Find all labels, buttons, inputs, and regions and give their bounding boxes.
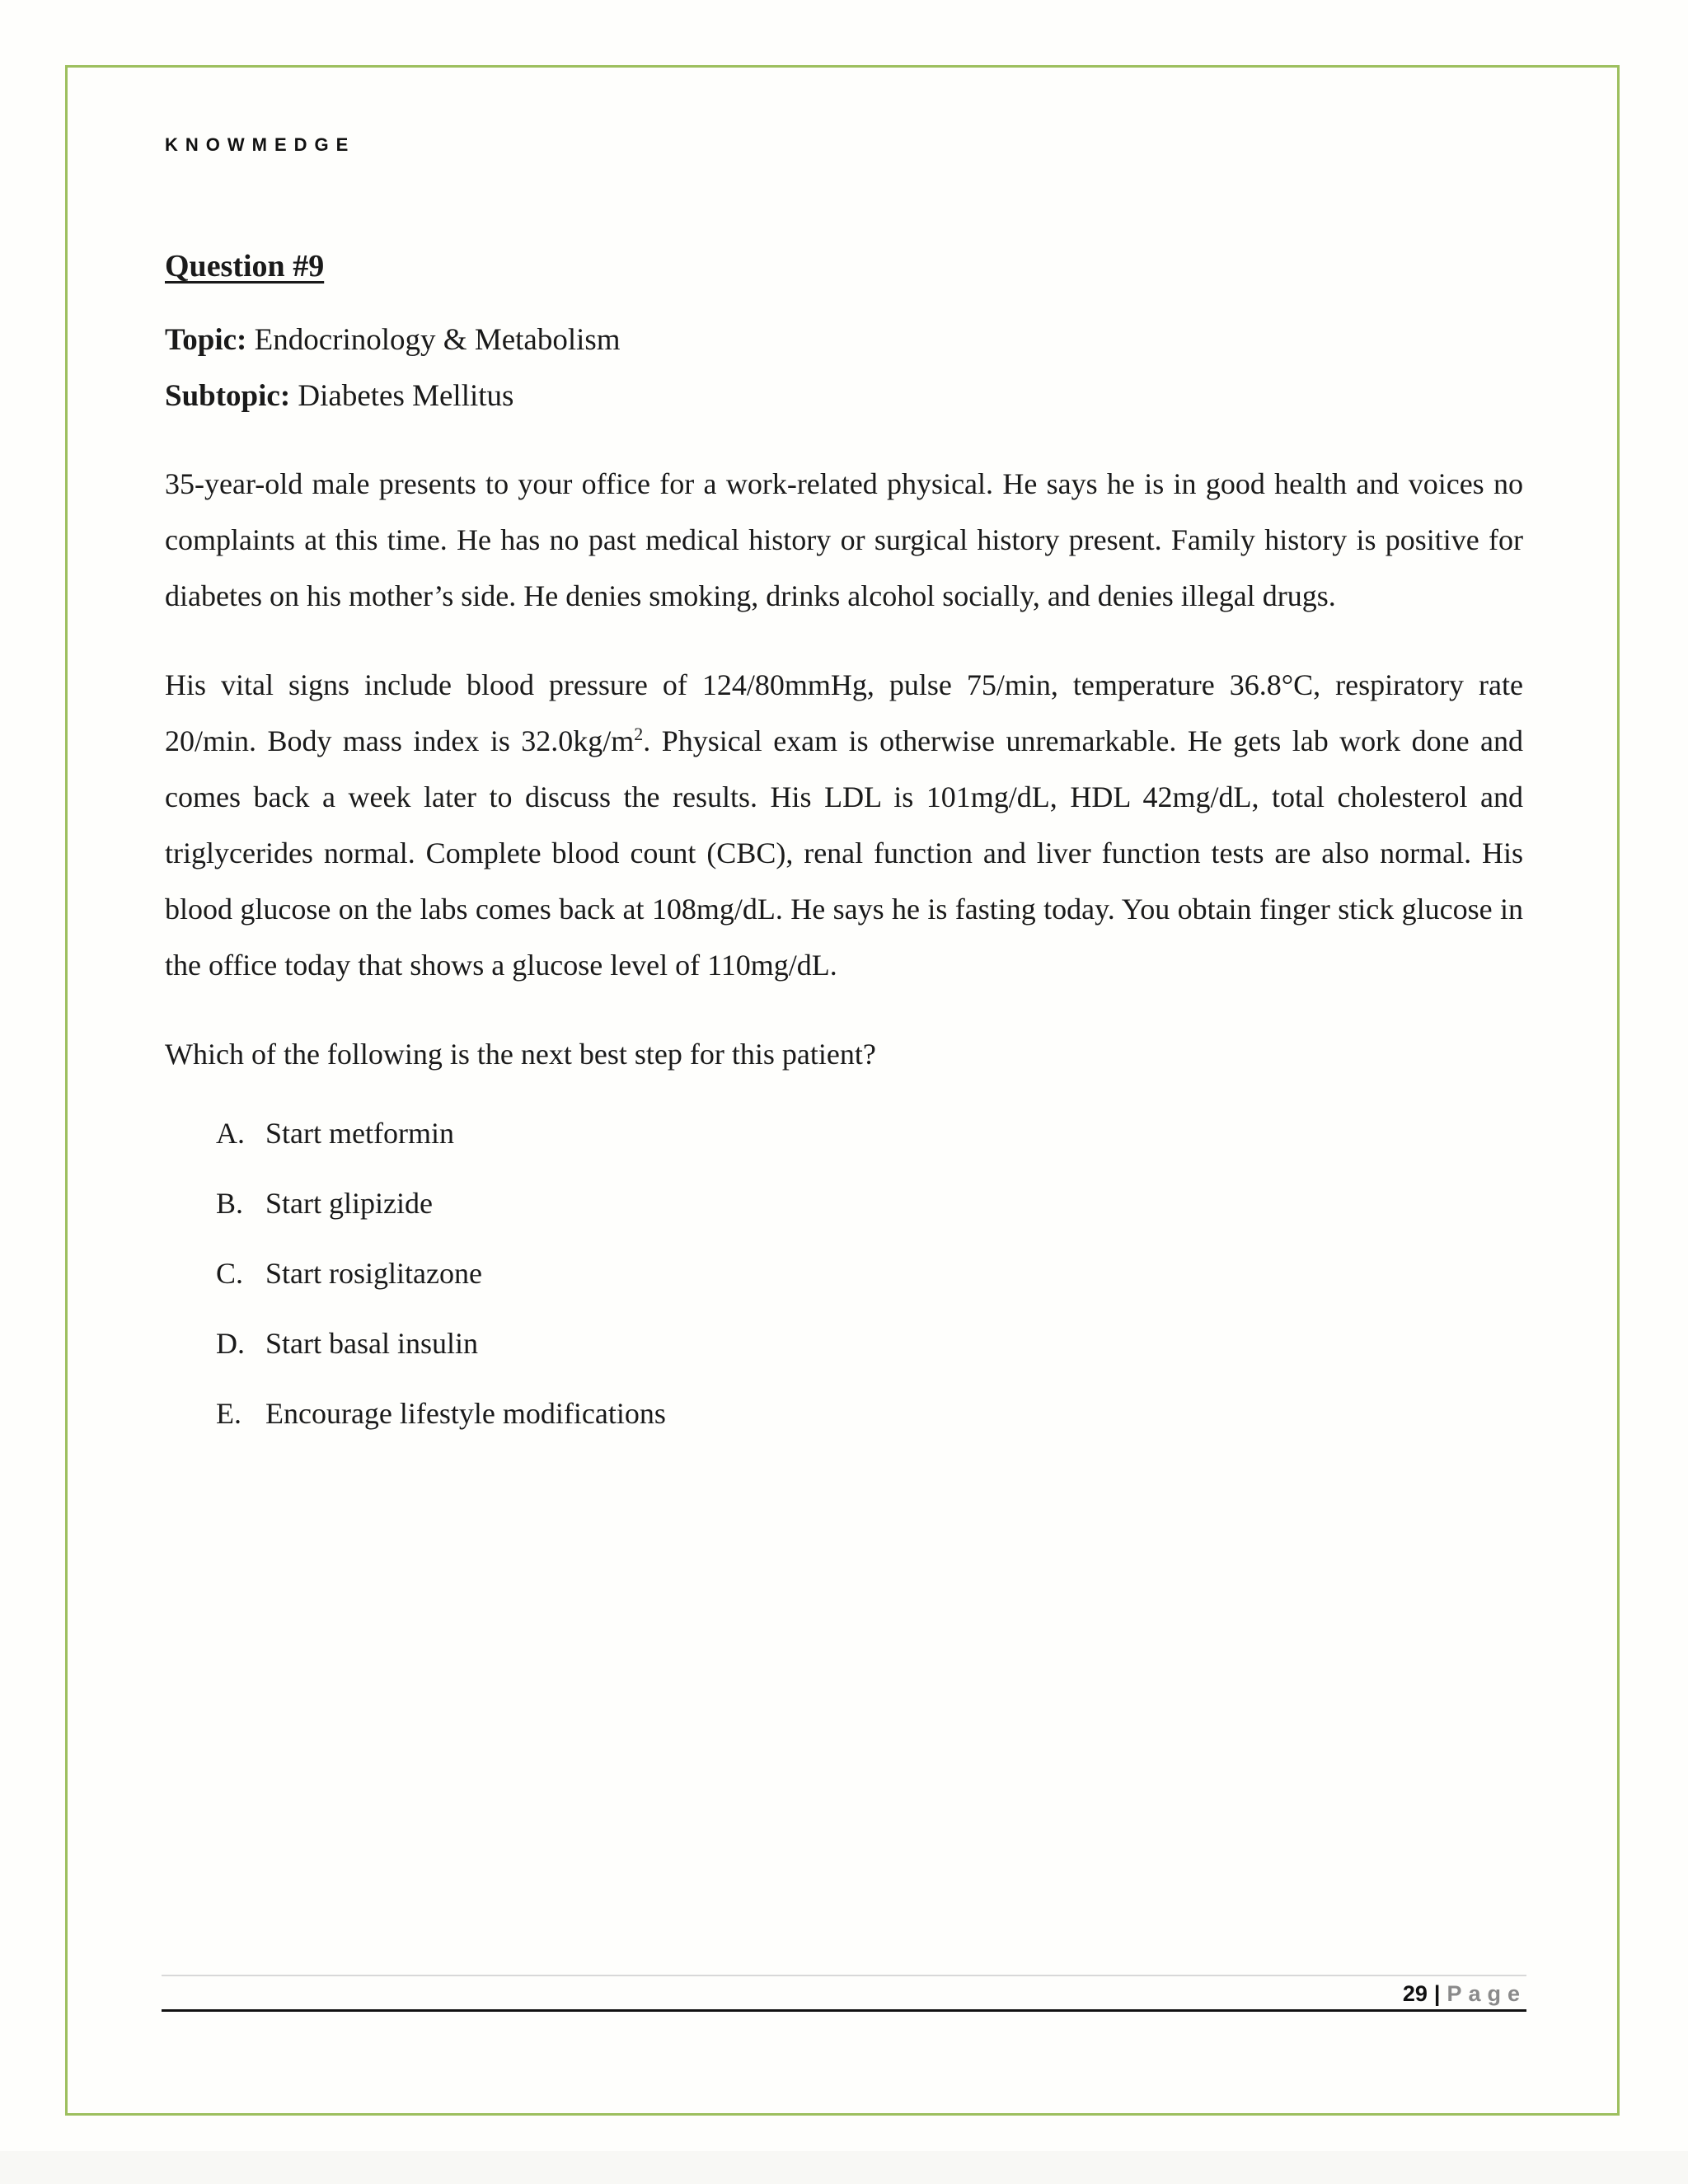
question-title: Question #9 <box>165 249 325 284</box>
option-text: Start rosiglitazone <box>265 1257 482 1290</box>
subtopic-value: Diabetes Mellitus <box>298 379 514 413</box>
page-number: 29 <box>1402 1981 1428 2006</box>
findings-text-part2: . Physical exam is otherwise unremarkable. He gets lab work done and comes back a week later to discuss the results. His LDL is 101mg/dL, HDL 42mg/dL, total cholesterol and triglycerides normal. Complete blood count (CBC), renal function and liver function tests are also normal. His blood glucose on the labs comes back at 108mg/dL. He says he is fasting today. You obtain finger stick glucose in the office today that shows a glucose level of 110mg/dL. <box>165 724 1523 982</box>
answer-option-a[interactable] <box>216 1115 1523 1151</box>
superscript-exponent: 2 <box>634 724 644 744</box>
option-text: Start basal insulin <box>265 1327 478 1360</box>
answer-options-list <box>216 1115 1523 1432</box>
topic-value: Endocrinology & Metabolism <box>254 323 621 357</box>
option-letter: E. <box>216 1397 241 1430</box>
option-letter: D. <box>216 1327 245 1360</box>
footer-divider-light <box>162 1975 1526 1976</box>
option-text: Start metformin <box>265 1117 454 1150</box>
option-text: Encourage lifestyle modifications <box>265 1397 666 1430</box>
brand-header: KNOWMEDGE <box>165 134 356 155</box>
option-letter: B. <box>216 1187 244 1220</box>
answer-option-d[interactable] <box>216 1325 1523 1361</box>
question-content <box>165 241 1523 1465</box>
option-letter: A. <box>216 1117 245 1150</box>
case-paragraph-findings <box>165 657 1523 993</box>
answer-option-b[interactable] <box>216 1185 1523 1221</box>
answer-option-c[interactable] <box>216 1255 1523 1291</box>
question-prompt: Which of the following is the next best step for this patient? <box>165 1038 876 1071</box>
subtopic-line <box>165 368 1523 424</box>
case-paragraph-history: 35-year-old male presents to your office for a work-related physical. He says he is in good health and voices no complaints at this time. He has no past medical history or surgical history present. Family history is positive for diabetes on his mother’s side. He denies smoking, drinks alcohol socially, and denies illegal drugs. <box>165 467 1523 612</box>
findings-text-part1: His vital signs include blood pressure of 124/80mmHg, pulse 75/min, temperature 36.8°C, respiratory rate 20/min. Body mass index is 32.0kg/m <box>165 668 1523 757</box>
topic-label: Topic: <box>165 323 247 357</box>
subtopic-label: Subtopic: <box>165 379 291 413</box>
option-letter: C. <box>216 1257 244 1290</box>
page-separator: | <box>1433 1981 1441 2006</box>
footer-divider-dark <box>162 2009 1526 2012</box>
option-text: Start glipizide <box>265 1187 433 1220</box>
page-word: Page <box>1447 1981 1526 2006</box>
page-number-footer <box>1403 1981 1526 2007</box>
answer-option-e[interactable] <box>216 1395 1523 1432</box>
topic-line <box>165 312 1523 368</box>
